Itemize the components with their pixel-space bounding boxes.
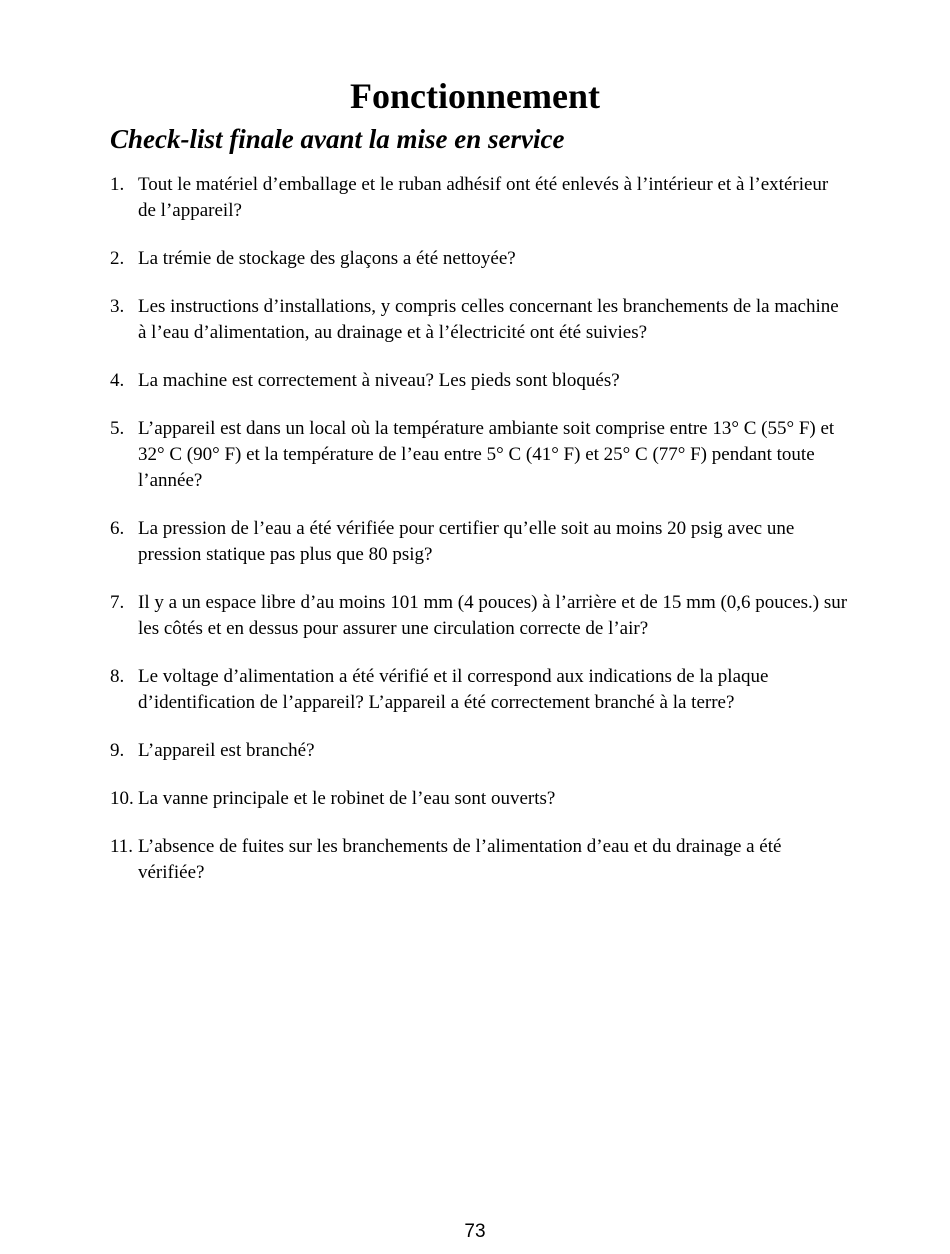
item-text: L’appareil est branché?	[138, 740, 315, 761]
item-text: Le voltage d’alimentation a été vérifié et il correspond aux indications de la plaque d’identification de l’appareil? L’appareil a été correctement branché à la terre?	[138, 666, 769, 713]
section-title: Check-list finale avant la mise en service	[110, 124, 565, 154]
item-number: 3.	[110, 296, 125, 317]
checklist-item	[110, 172, 850, 224]
checklist-item	[110, 246, 850, 272]
item-text: La vanne principale et le robinet de l’eau sont ouverts?	[138, 788, 556, 809]
item-number: 6.	[110, 518, 125, 539]
item-text: Les instructions d’installations, y compris celles concernant les branchements de la machine à l’eau d’alimentation, au drainage et à l’électricité ont été suivies?	[138, 296, 839, 343]
checklist-item	[110, 664, 850, 716]
checklist-item	[110, 786, 850, 812]
item-number: 8.	[110, 666, 125, 687]
page-title: Fonctionnement	[350, 76, 600, 116]
item-text: La machine est correctement à niveau? Les pieds sont bloqués?	[138, 370, 620, 391]
item-text: La pression de l’eau a été vérifiée pour certifier qu’elle soit au moins 20 psig avec une pression statique pas plus que 80 psig?	[138, 518, 795, 565]
item-number: 2.	[110, 248, 125, 269]
item-text: L’absence de fuites sur les branchements de l’alimentation d’eau et du drainage a été vérifiée?	[138, 836, 782, 883]
checklist-item	[110, 416, 850, 494]
page-number: 73	[464, 1221, 486, 1242]
item-number: 4.	[110, 370, 125, 391]
item-number: 9.	[110, 740, 125, 761]
item-number: 1.	[110, 174, 125, 195]
item-number: 10.	[110, 788, 134, 809]
item-text: Il y a un espace libre d’au moins 101 mm (4 pouces) à l’arrière et de 15 mm (0,6 pouces.) sur les côtés et en dessus pour assurer une circulation correcte de l’air?	[138, 592, 848, 639]
checklist-item	[110, 294, 850, 346]
item-number: 5.	[110, 418, 125, 439]
checklist-item	[110, 738, 850, 764]
item-text: Tout le matériel d’emballage et le ruban adhésif ont été enlevés à l’intérieur et à l’extérieur de l’appareil?	[138, 174, 829, 221]
checklist-item	[110, 516, 850, 568]
item-number: 7.	[110, 592, 125, 613]
checklist	[110, 172, 850, 908]
item-text: L’appareil est dans un local où la température ambiante soit comprise entre 13° C (55° F) et 32° C (90° F) et la température de l’eau entre 5° C (41° F) et 25° C (77° F) pendant toute l’année?	[138, 418, 835, 491]
checklist-item	[110, 834, 850, 886]
item-text: La trémie de stockage des glaçons a été nettoyée?	[138, 248, 516, 269]
checklist-item	[110, 590, 850, 642]
item-number: 11.	[110, 836, 134, 857]
checklist-item	[110, 368, 850, 394]
